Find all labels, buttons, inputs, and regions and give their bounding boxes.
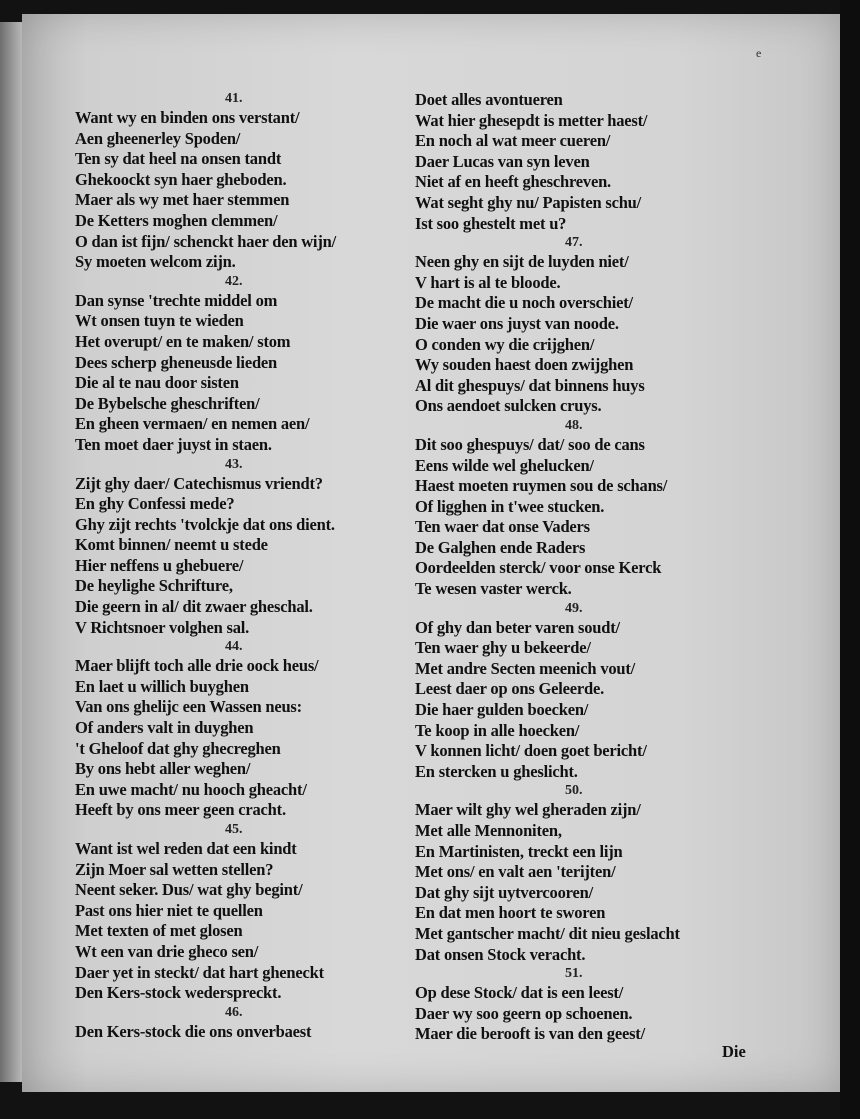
- verse-line: Al dit ghespuys/ dat binnens huys: [415, 375, 645, 395]
- verse-line: Wt onsen tuyn te wieden: [75, 311, 244, 331]
- facing-page-edge: [0, 22, 24, 1082]
- verse-line: Ten sy dat heel na onsen tandt: [75, 149, 282, 169]
- verse-line: Ten moet daer juyst in staen.: [75, 434, 272, 454]
- verse-line: Komt binnen/ neemt u stede: [75, 535, 268, 555]
- verse-line: De Ketters moghen clemmen/: [75, 210, 278, 230]
- verse-line: Zijt ghy daer/ Catechismus vriendt?: [75, 473, 323, 493]
- right-column: [415, 90, 760, 1045]
- verse-line: V Richtsnoer volghen sal.: [75, 617, 250, 637]
- stanza-number: 41.: [225, 91, 243, 106]
- verse-line: Met texten of met glosen: [75, 921, 243, 941]
- verse-line: Neent seker. Dus/ wat ghy begint/: [75, 880, 303, 900]
- verse-line: Die al te nau door sisten: [75, 373, 239, 393]
- verse-line: Wat seght ghy nu/ Papisten schu/: [415, 192, 642, 212]
- verse-line: Oordeelden sterck/ voor onse Kerck: [415, 558, 662, 578]
- verse-line: Maer wilt ghy wel gheraden zijn/: [415, 800, 641, 820]
- signature-mark: e: [756, 46, 762, 60]
- verse-line: Te wesen vaster werck.: [415, 579, 572, 599]
- verse-line: Het overupt/ en te maken/ stom: [75, 331, 291, 351]
- verse-line: En ghy Confessi mede?: [75, 494, 235, 514]
- verse-line: Want wy en binden ons verstant/: [75, 108, 300, 127]
- verse-line: Dan synse 'trechte middel om: [75, 290, 278, 310]
- verse-line: 't Gheloof dat ghy ghecreghen: [75, 738, 281, 758]
- scan-border: [840, 0, 860, 1119]
- verse-line: Daer yet in steckt/ dat hart gheneckt: [75, 962, 324, 982]
- verse-line: Of ghy dan beter varen soudt/: [415, 617, 620, 637]
- verse-line: Hier neffens u ghebuere/: [75, 555, 244, 575]
- verse-line: Past ons hier niet te quellen: [75, 900, 263, 920]
- verse-line: Die haer gulden boecken/: [415, 700, 589, 720]
- verse-line: Ist soo ghestelt met u?: [415, 213, 567, 233]
- verse-line: Neen ghy en sijt de luyden niet/: [415, 252, 629, 272]
- verse-line: En Martinisten, treckt een lijn: [415, 841, 623, 861]
- verse-line: V hart is al te bloode.: [415, 272, 561, 292]
- verse-line: Die geern in al/ dit zwaer gheschal.: [75, 597, 313, 617]
- verse-line: Met andre Secten meenich vout/: [415, 658, 636, 678]
- verse-line: Ghekoockt syn haer gheboden.: [75, 169, 287, 189]
- verse-line: En stercken u gheslicht.: [415, 761, 578, 781]
- verse-line: Ten waer ghy u bekeerde/: [415, 638, 591, 658]
- verse-line: Wat hier ghesepdt is metter haest/: [415, 110, 648, 130]
- verse-line: Ons aendoet sulcken cruys.: [415, 396, 602, 416]
- verse-line: Die waer ons juyst van noode.: [415, 313, 619, 333]
- stanza-number: 42.: [225, 273, 243, 289]
- verse-line: De heylighe Schrifture,: [75, 576, 233, 596]
- verse-line: En dat men hoort te sworen: [415, 903, 606, 923]
- verse-line: O dan ist fijn/ schenckt haer den wijn/: [75, 231, 336, 251]
- stanza-number: 43.: [225, 456, 243, 472]
- verse-line: Eens wilde wel ghelucken/: [415, 455, 594, 475]
- verse-line: De Galghen ende Raders: [415, 537, 586, 557]
- verse-line: De Bybelsche gheschriften/: [75, 393, 260, 413]
- verse-line: Met gantscher macht/ dit nieu geslacht: [415, 923, 680, 943]
- verse-line: Ghy zijt rechts 'tvolckje dat ons dient.: [75, 514, 335, 534]
- verse-line: Haest moeten ruymen sou de schans/: [415, 476, 668, 496]
- stanza-number: 48.: [565, 417, 583, 433]
- verse-line: Niet af en heeft gheschreven.: [415, 172, 611, 192]
- stanza-number: 47.: [565, 235, 583, 251]
- verse-line: Wt een van drie gheco sen/: [75, 941, 259, 961]
- verse-line: By ons hebt aller weghen/: [75, 759, 251, 779]
- verse-line: En uwe macht/ nu hooch gheacht/: [75, 779, 307, 799]
- verse-line: Den Kers-stock wederspreckt.: [75, 983, 282, 1003]
- verse-line: Dit soo ghespuys/ dat/ soo de cans: [415, 434, 645, 454]
- stanza-number: 44.: [225, 639, 243, 655]
- verse-line: Doet alles avontueren: [415, 90, 563, 109]
- stanza-number: 50.: [565, 783, 583, 799]
- verse-line: Leest daer op ons Geleerde.: [415, 679, 605, 699]
- verse-line: Dees scherp gheneusde lieden: [75, 352, 278, 372]
- verse-line: Te koop in alle hoecken/: [415, 720, 580, 740]
- verse-line: En noch al wat meer cueren/: [415, 131, 611, 151]
- stanza-number: 51.: [565, 966, 583, 982]
- verse-line: Aen gheenerley Spoden/: [75, 128, 241, 148]
- verse-line: Daer Lucas van syn leven: [415, 151, 590, 171]
- verse-line: V konnen licht/ doen goet bericht/: [415, 741, 647, 761]
- verse-line: Dat ghy sijt uytvercooren/: [415, 882, 593, 902]
- verse-line: Met ons/ en valt aen 'terijten/: [415, 862, 616, 882]
- stanza-number: 49.: [565, 600, 583, 616]
- verse-line: Of anders valt in duyghen: [75, 718, 254, 738]
- verse-line: Maer blijft toch alle drie oock heus/: [75, 656, 319, 676]
- verse-line: Dat onsen Stock veracht.: [415, 944, 586, 964]
- left-column: [75, 90, 410, 1042]
- verse-line: Daer wy soo geern op schoenen.: [415, 1003, 633, 1023]
- verse-line: Van ons ghelijc een Wassen neus:: [75, 697, 302, 717]
- verse-line: En gheen vermaen/ en nemen aen/: [75, 414, 310, 434]
- verse-line: Of ligghen in t'wee stucken.: [415, 496, 605, 516]
- stanza-number: 46.: [225, 1004, 243, 1020]
- stanza-number: 45.: [225, 822, 243, 837]
- verse-line: Zijn Moer sal wetten stellen?: [75, 859, 274, 879]
- verse-line: En laet u willich buyghen: [75, 676, 249, 696]
- verse-line: Maer als wy met haer stemmen: [75, 190, 290, 210]
- catchword: Die: [722, 1042, 746, 1061]
- verse-line: Ten waer dat onse Vaders: [415, 517, 590, 537]
- verse-line: O conden wy die crijghen/: [415, 334, 595, 354]
- verse-line: Want ist wel reden dat een kindt: [75, 839, 297, 858]
- verse-line: De macht die u noch overschiet/: [415, 293, 633, 313]
- verse-line: Wy souden haest doen zwijghen: [415, 355, 634, 375]
- verse-line: Op dese Stock/ dat is een leest/: [415, 983, 624, 1003]
- verse-line: Den Kers-stock die ons onverbaest: [75, 1021, 312, 1041]
- verse-line: Heeft by ons meer geen cracht.: [75, 800, 286, 820]
- verse-line: Sy moeten welcom zijn.: [75, 252, 236, 272]
- verse-line: Met alle Mennoniten,: [415, 821, 562, 840]
- verse-line: Maer die berooft is van den geest/: [415, 1024, 645, 1044]
